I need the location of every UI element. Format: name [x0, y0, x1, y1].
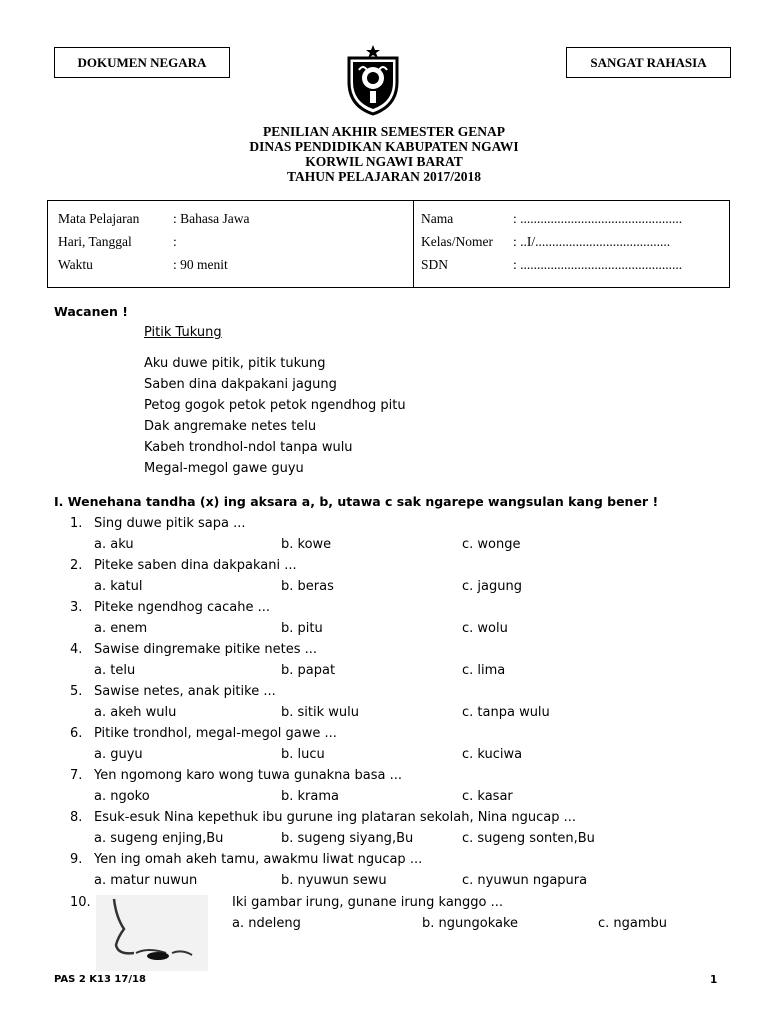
title-line-1: PENILIAN AKHIR SEMESTER GENAP — [263, 124, 505, 139]
class-label: Kelas/Nomer — [421, 234, 493, 249]
question-text: Sawise dingremake pitike netes ... — [94, 642, 318, 657]
question-number: 9. — [70, 852, 83, 867]
poem-line: Kabeh trondhol-ndol tanpa wulu — [144, 440, 353, 455]
question-text: Sing duwe pitik sapa ... — [94, 516, 246, 531]
question-text: Piteke saben dina dakpakani ... — [94, 558, 297, 573]
question-number: 6. — [70, 726, 83, 741]
left-header-label: DOKUMEN NEGARA — [54, 47, 230, 78]
option-a[interactable]: a. enem — [94, 621, 148, 636]
option-a[interactable]: a. telu — [94, 663, 136, 678]
option-a[interactable]: a. akeh wulu — [94, 705, 177, 720]
date-label: Hari, Tanggal — [58, 234, 132, 249]
poem-line: Petog gogok petok petok ngendhog pitu — [144, 398, 406, 413]
option-b[interactable]: b. papat — [281, 663, 336, 678]
reading-title: Pitik Tukung — [144, 325, 222, 340]
option-c[interactable]: c. kuciwa — [462, 747, 523, 762]
footer-code: PAS 2 K13 17/18 — [54, 974, 146, 985]
nose-image — [96, 895, 208, 971]
option-c[interactable]: c. tanpa wulu — [462, 705, 550, 720]
question-number: 1. — [70, 516, 83, 531]
subject-value: : Bahasa Jawa — [173, 211, 250, 226]
option-a[interactable]: a. matur nuwun — [94, 873, 198, 888]
section-instruction: I. Wenehana tandha (x) ing aksara a, b, utawa c sak ngarepe wangsulan kang bener ! — [54, 494, 659, 509]
option-c[interactable]: c. nyuwun ngapura — [462, 873, 588, 888]
option-a[interactable]: a. guyu — [94, 747, 143, 762]
regency-emblem — [343, 42, 403, 116]
option-a[interactable]: a. ngoko — [94, 789, 150, 804]
question-number: 5. — [70, 684, 83, 699]
poem-line: Aku duwe pitik, pitik tukung — [144, 356, 326, 371]
date-value: : — [173, 234, 177, 249]
option-b[interactable]: b. lucu — [281, 747, 325, 762]
option-b[interactable]: b. ngungokake — [422, 916, 519, 931]
option-c[interactable]: c. sugeng sonten,Bu — [462, 831, 595, 846]
poem-line: Dak angremake netes telu — [144, 419, 317, 434]
poem-line: Saben dina dakpakani jagung — [144, 377, 337, 392]
option-b[interactable]: b. krama — [281, 789, 339, 804]
option-b[interactable]: b. pitu — [281, 621, 323, 636]
question-text: Pitike trondhol, megal-megol gawe ... — [94, 726, 337, 741]
option-c[interactable]: c. ngambu — [598, 916, 668, 931]
title-line-3: KORWIL NGAWI BARAT — [305, 154, 463, 169]
question-number: 8. — [70, 810, 83, 825]
name-label: Nama — [421, 211, 454, 226]
option-b[interactable]: b. sitik wulu — [281, 705, 359, 720]
school-label: SDN — [421, 257, 449, 272]
right-header-label: SANGAT RAHASIA — [566, 47, 731, 78]
question-number: 3. — [70, 600, 83, 615]
reading-heading: Wacanen ! — [54, 304, 128, 319]
name-field[interactable]: : ................................................ — [513, 211, 683, 226]
option-c[interactable]: c. jagung — [462, 579, 522, 594]
question-text: Esuk-esuk Nina kepethuk ibu gurune ing plataran sekolah, Nina ngucap ... — [94, 810, 577, 825]
option-a[interactable]: a. aku — [94, 537, 134, 552]
option-a[interactable]: a. sugeng enjing,Bu — [94, 831, 224, 846]
title-line-2: DINAS PENDIDIKAN KABUPATEN NGAWI — [249, 139, 519, 154]
option-a[interactable]: a. katul — [94, 579, 143, 594]
student-info-table — [47, 200, 730, 288]
poem-line: Megal-megol gawe guyu — [144, 461, 304, 476]
option-a[interactable]: a. ndeleng — [232, 916, 301, 931]
school-field[interactable]: : ................................................ — [513, 257, 683, 272]
option-c[interactable]: c. kasar — [462, 789, 513, 804]
subject-label: Mata Pelajaran — [58, 211, 140, 226]
option-c[interactable]: c. lima — [462, 663, 506, 678]
question-number: 7. — [70, 768, 83, 783]
title-line-4: TAHUN PELAJARAN 2017/2018 — [286, 169, 481, 184]
time-value: : 90 menit — [173, 257, 228, 272]
info-divider — [413, 201, 414, 287]
option-b[interactable]: b. nyuwun sewu — [281, 873, 387, 888]
question-number: 4. — [70, 642, 83, 657]
option-c[interactable]: c. wonge — [462, 537, 521, 552]
question-text: Iki gambar irung, gunane irung kanggo ... — [232, 895, 504, 910]
option-c[interactable]: c. wolu — [462, 621, 508, 636]
class-field[interactable]: : ..I/........................................ — [513, 234, 671, 249]
option-b[interactable]: b. sugeng siyang,Bu — [281, 831, 414, 846]
question-number: 10. — [70, 895, 91, 910]
question-text: Sawise netes, anak pitike ... — [94, 684, 276, 699]
option-b[interactable]: b. beras — [281, 579, 334, 594]
question-text: Yen ngomong karo wong tuwa gunakna basa ... — [94, 768, 403, 783]
question-number: 2. — [70, 558, 83, 573]
question-text: Piteke ngendhog cacahe ... — [94, 600, 271, 615]
question-text: Yen ing omah akeh tamu, awakmu liwat ngucap ... — [94, 852, 423, 867]
page-number: 1 — [710, 974, 718, 986]
time-label: Waktu — [58, 257, 93, 272]
option-b[interactable]: b. kowe — [281, 537, 332, 552]
